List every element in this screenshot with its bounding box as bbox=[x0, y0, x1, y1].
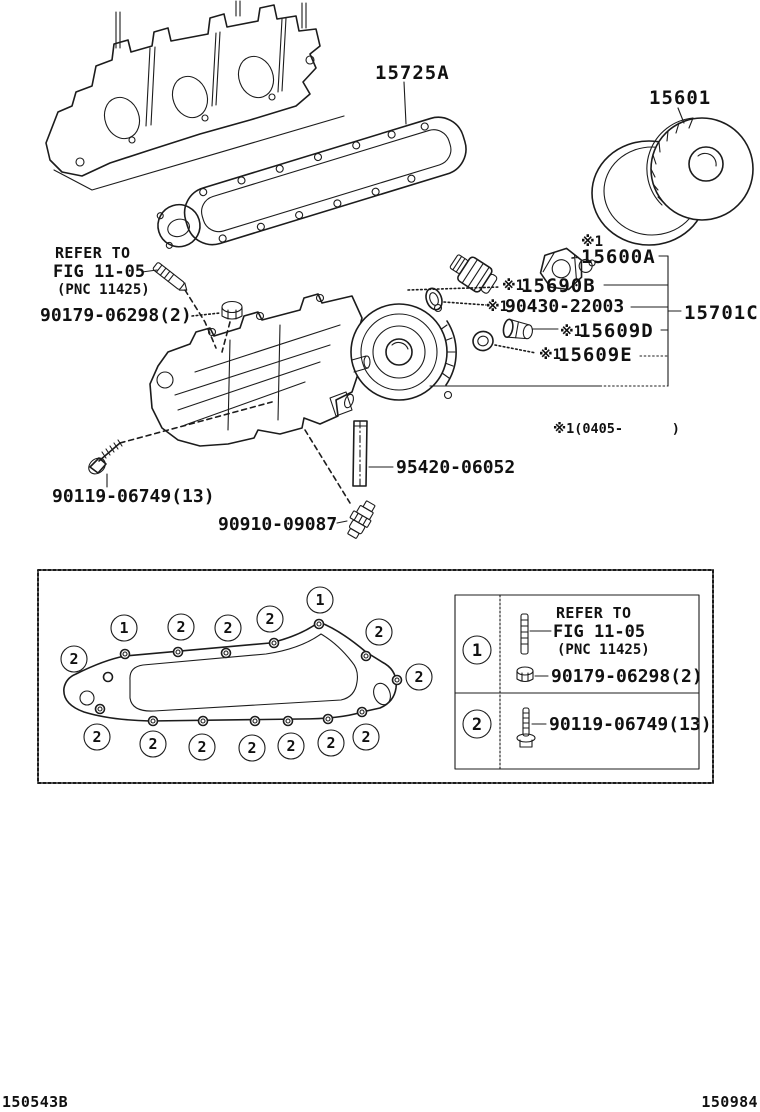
callout bbox=[366, 619, 392, 645]
svg-text:2: 2 bbox=[176, 618, 186, 636]
refer-note-line1: REFER TO bbox=[55, 244, 131, 262]
svg-text:2: 2 bbox=[374, 623, 384, 641]
svg-text:2: 2 bbox=[361, 728, 371, 746]
svg-text:1: 1 bbox=[119, 619, 129, 637]
callout bbox=[318, 730, 344, 756]
sensor-gasket-drawing bbox=[423, 286, 486, 312]
callout bbox=[84, 724, 110, 750]
label-15601: 15601 bbox=[649, 87, 712, 109]
stud-nut-drawing bbox=[185, 290, 242, 352]
union-bolt-drawing bbox=[502, 319, 558, 342]
svg-text:2: 2 bbox=[197, 738, 207, 756]
legend-refer-line3: (PNC 11425) bbox=[557, 642, 650, 658]
temp-sensor-drawing bbox=[408, 249, 500, 298]
label-15609e: 15609E bbox=[558, 344, 633, 366]
refer-note-line2: FIG 11-05 bbox=[53, 262, 146, 282]
callout bbox=[257, 606, 283, 632]
nut-icon bbox=[517, 667, 533, 682]
svg-text:2: 2 bbox=[247, 739, 257, 757]
label-15690b: 15690B bbox=[521, 275, 596, 297]
legend-table bbox=[455, 595, 712, 769]
cylinder-block-drawing bbox=[46, 1, 344, 190]
svg-text:2: 2 bbox=[265, 610, 275, 628]
callout bbox=[168, 614, 194, 640]
cover-gasket-drawing bbox=[150, 82, 472, 260]
oil-pipe-drawing bbox=[353, 421, 393, 486]
callout bbox=[215, 615, 241, 641]
callout bbox=[239, 735, 265, 761]
oil-cooler-assembly-drawing bbox=[150, 294, 456, 446]
callout bbox=[61, 646, 87, 672]
legend-refer-line1: REFER TO bbox=[556, 604, 632, 622]
label-15701c: 15701C bbox=[684, 302, 759, 324]
svg-text:2: 2 bbox=[414, 668, 424, 686]
oil-filter-drawing bbox=[592, 108, 753, 245]
refmark-90430: ※1 bbox=[486, 299, 509, 315]
svg-text:2: 2 bbox=[92, 728, 102, 746]
legend-row1-num: 1 bbox=[471, 641, 483, 661]
legend-row2-num: 2 bbox=[471, 715, 483, 735]
label-15725a: 15725A bbox=[375, 62, 450, 84]
label-90430: 90430-22003 bbox=[505, 296, 625, 317]
svg-text:2: 2 bbox=[148, 735, 158, 753]
callout bbox=[140, 731, 166, 757]
panel-callouts-bottom bbox=[84, 724, 379, 761]
svg-text:2: 2 bbox=[286, 737, 296, 755]
callout bbox=[278, 733, 304, 759]
footer-right-code: 150984 bbox=[701, 1093, 758, 1111]
legend-row1 bbox=[463, 604, 703, 687]
callout bbox=[353, 724, 379, 750]
footer-left-code: 150543B bbox=[2, 1093, 69, 1111]
svg-text:2: 2 bbox=[326, 734, 336, 752]
stud-bolt-icon bbox=[521, 614, 528, 654]
callout bbox=[307, 587, 333, 613]
legend-refer-line2: FIG 11-05 bbox=[553, 622, 646, 642]
refmark-15690b: ※1 bbox=[502, 278, 525, 294]
flange-bolt-drawing bbox=[86, 402, 272, 487]
label-95420: 95420-06052 bbox=[396, 457, 516, 478]
callout bbox=[111, 615, 137, 641]
bottom-panel bbox=[38, 570, 713, 783]
bolt-icon bbox=[517, 708, 535, 747]
refmark-15609d: ※1 bbox=[560, 324, 583, 340]
label-90179: 90179-06298(2) bbox=[40, 305, 192, 326]
panel-gasket-drawing bbox=[64, 620, 402, 726]
refmark-15600a: ※1 bbox=[581, 234, 604, 250]
panel-callouts-top bbox=[61, 587, 432, 690]
callout bbox=[189, 734, 215, 760]
date-note: ※1(0405- ) bbox=[553, 421, 680, 437]
svg-text:1: 1 bbox=[315, 591, 325, 609]
label-90119: 90119-06749(13) bbox=[52, 486, 215, 507]
label-15609d: 15609D bbox=[579, 320, 654, 342]
refer-note-line3: (PNC 11425) bbox=[57, 282, 150, 298]
callout bbox=[406, 664, 432, 690]
svg-text:2: 2 bbox=[69, 650, 79, 668]
legend-row1-part: 90179-06298(2) bbox=[551, 666, 703, 687]
footer bbox=[2, 1093, 758, 1111]
label-15600a: 15600A bbox=[581, 246, 656, 268]
svg-text:2: 2 bbox=[223, 619, 233, 637]
refmark-15609e: ※1 bbox=[539, 347, 562, 363]
label-90910: 90910-09087 bbox=[218, 514, 338, 535]
legend-row2-part: 90119-06749(13) bbox=[549, 714, 712, 735]
